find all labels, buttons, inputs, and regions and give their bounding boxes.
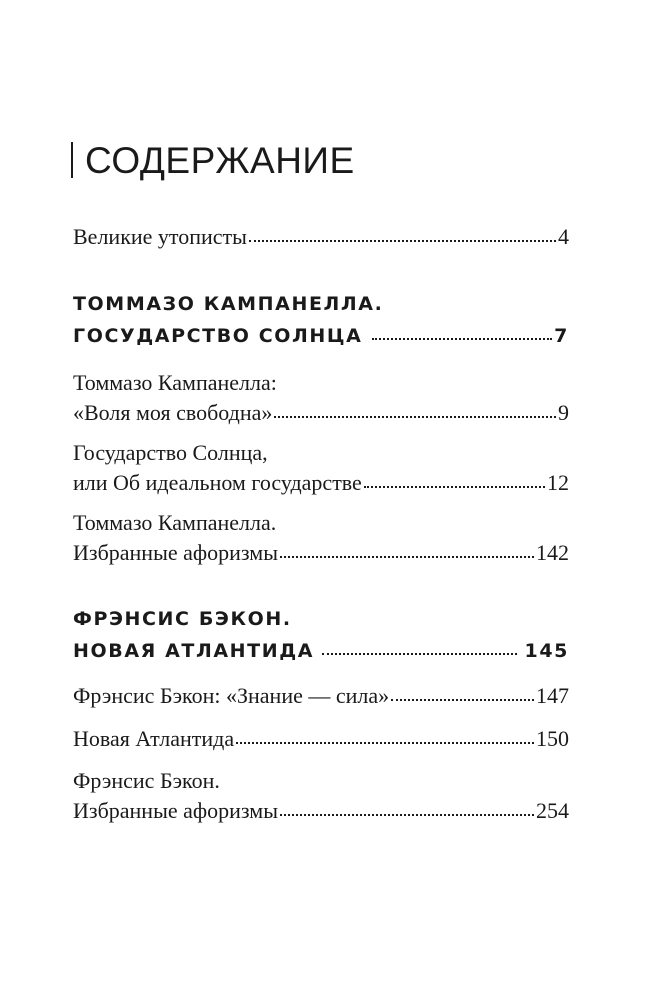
toc-leader-dots <box>364 468 545 490</box>
toc-entry[interactable] <box>73 222 569 252</box>
toc-leader-dots <box>322 638 517 657</box>
toc-entry-title: Фрэнсис Бэкон: «Знание — сила» <box>73 683 390 708</box>
toc-leader-dots <box>372 323 552 342</box>
toc-entry-title-line: Томмазо Кампанелла: <box>73 370 277 395</box>
toc-leader-dots <box>280 538 534 560</box>
toc-entry[interactable] <box>73 724 569 754</box>
toc-page-number: 7 <box>554 325 569 347</box>
toc-page-number: 145 <box>524 640 569 662</box>
toc-section-title-line: ТОММАЗО КАМПАНЕЛЛА. <box>73 293 384 315</box>
toc-entry-title-line: Избранные афоризмы <box>73 540 279 565</box>
toc-page-number: 9 <box>558 400 569 425</box>
toc-entry-title-line: Фрэнсис Бэкон. <box>73 768 220 793</box>
toc-entry[interactable] <box>73 438 569 498</box>
toc-leader-dots <box>274 398 556 420</box>
table-of-contents-page <box>73 0 569 1000</box>
toc-entry-title-line: Избранные афоризмы <box>73 798 279 823</box>
toc-page-number: 4 <box>558 224 569 249</box>
toc-page-number: 147 <box>536 683 569 708</box>
toc-page-number: 142 <box>536 540 569 565</box>
toc-page-number: 254 <box>536 798 569 823</box>
toc-section-title-line: ФРЭНСИС БЭКОН. <box>73 608 292 630</box>
toc-entry-title-line: Государство Солнца, <box>73 440 268 465</box>
toc-leader-dots <box>280 796 534 818</box>
toc-page-number: 150 <box>536 726 569 751</box>
toc-entry-title-line: или Об идеальном государстве <box>73 470 362 495</box>
toc-section-title-line: НОВАЯ АТЛАНТИДА <box>73 640 315 662</box>
toc-entry-title: Великие утописты <box>73 224 247 249</box>
toc-entry[interactable] <box>73 508 569 568</box>
page-title: СОДЕРЖАНИЕ <box>85 139 355 181</box>
toc-entry-title: Новая Атлантида <box>73 726 235 751</box>
toc-entry[interactable] <box>73 368 569 428</box>
toc-leader-dots <box>391 681 534 703</box>
toc-entry[interactable] <box>73 766 569 826</box>
heading-row <box>73 138 355 182</box>
toc-section[interactable] <box>73 288 569 352</box>
toc-leader-dots <box>236 724 534 746</box>
heading-bar <box>71 142 73 178</box>
toc-entry-title-line: «Воля моя свободна» <box>73 400 273 425</box>
toc-page-number: 12 <box>547 470 569 495</box>
toc-leader-dots <box>249 222 556 244</box>
toc-entry[interactable] <box>73 681 569 711</box>
toc-entry-title-line: Томмазо Кампанелла. <box>73 510 277 535</box>
toc-section-title-line: ГОСУДАРСТВО СОЛНЦА <box>73 325 363 347</box>
toc-section[interactable] <box>73 603 569 667</box>
